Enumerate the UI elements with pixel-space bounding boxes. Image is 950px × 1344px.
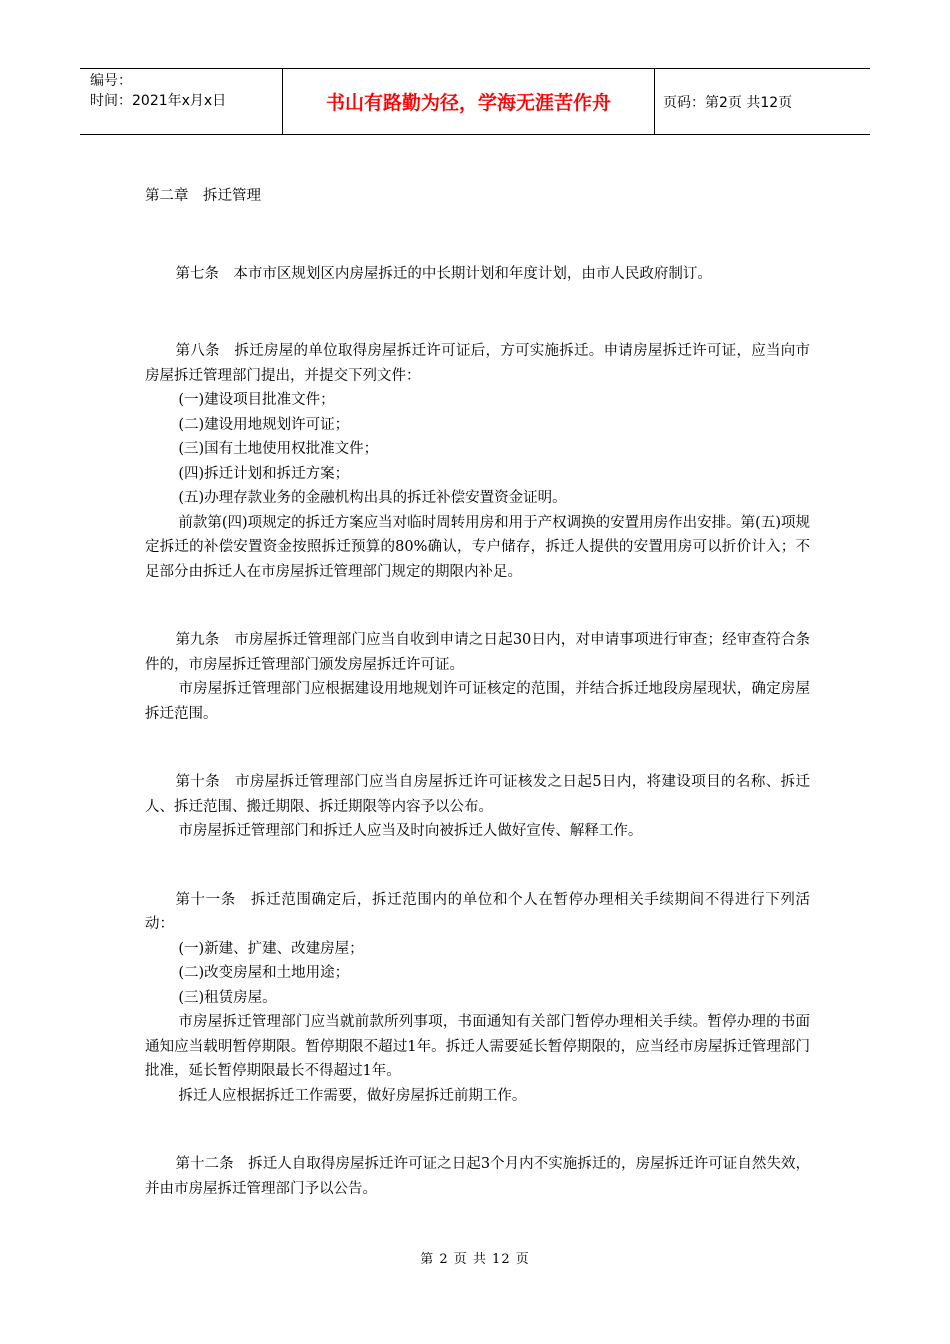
header-meta [80,69,282,134]
article-11-item-1: (一)新建、扩建、改建房屋； [178,940,364,957]
article-9-paragraph-2: 市房屋拆迁管理部门应根据建设用地规划许可证核定的范围，并结合拆迁地段房屋现状，确定房屋拆迁范围。 [145,681,810,722]
document-body [145,184,810,1201]
article-8-item-4: (四)拆迁计划和拆迁方案； [178,465,350,482]
article-9: 第九条 市房屋拆迁管理部门应当自收到申请之日起30日内，对申请事项进行审查；经审查符合条件的，市房屋拆迁管理部门颁发房屋拆迁许可证。 [145,632,810,673]
number-label: 编号： [90,73,132,89]
article-7: 第七条 本市市区规划区内房屋拆迁的中长期计划和年度计划，由市人民政府制订。 [175,265,712,282]
page-header [80,68,870,135]
article-11-item-2: (二)改变房屋和土地用途； [178,965,350,981]
article-11-item-3: (三)租赁房屋。 [178,989,277,1006]
article-11: 第十一条 拆迁范围确定后，拆迁范围内的单位和个人在暂停办理相关手续期间不得进行下列活动： [145,891,810,932]
article-8-item-3: (三)国有土地使用权批准文件； [178,441,379,457]
chapter-title: 第二章 拆迁管理 [145,188,261,204]
page-footer: 第 2 页 共 12 页 [420,1252,530,1267]
article-10-paragraph-2: 市房屋拆迁管理部门和拆迁人应当及时向被拆迁人做好宣传、解释工作。 [178,823,643,839]
header-motto: 书山有路勤为径，学海无涯苦作舟 [282,69,655,134]
article-11-paragraph-2: 市房屋拆迁管理部门应当就前款所列事项，书面通知有关部门暂停办理相关手续。暂停办理的书面通知应当载明暂停期限。暂停期限不超过1年。拆迁人需要延长暂停期限的，应当经市房屋拆迁管理部门批准，延长暂停期限最长不得超过1年。 [145,1014,810,1079]
article-12: 第十二条 拆迁人自取得房屋拆迁许可证之日起3个月内不实施拆迁的，房屋拆迁许可证自然失效，并由市房屋拆迁管理部门予以公告。 [145,1156,810,1197]
article-10: 第十条 市房屋拆迁管理部门应当自房屋拆迁许可证核发之日起5日内，将建设项目的名称、拆迁人、拆迁范围、搬迁期限、拆迁期限等内容予以公布。 [145,774,810,815]
article-8-item-2: (二)建设用地规划许可证； [178,416,350,433]
article-11-paragraph-3: 拆迁人应根据拆迁工作需要，做好房屋拆迁前期工作。 [178,1087,527,1104]
article-8-paragraph-2: 前款第(四)项规定的拆迁方案应当对临时周转用房和用于产权调换的安置用房作出安排。第(五)项规定拆迁的补偿安置资金按照拆迁预算的80%确认，专户储存，拆迁人提供的安置用房可以折价计入；不足部分由拆迁人在市房屋拆迁管理部门规定的期限内补足。 [145,514,810,580]
time-label: 时间：2021年x月x日 [90,93,227,109]
article-8-item-1: (一)建设项目批准文件； [178,392,335,408]
article-8-item-5: (五)办理存款业务的金融机构出具的拆迁补偿安置资金证明。 [178,490,567,506]
article-8: 第八条 拆迁房屋的单位取得房屋拆迁许可证后，方可实施拆迁。申请房屋拆迁许可证，应当向市房屋拆迁管理部门提出，并提交下列文件： [145,343,810,384]
header-page-label: 页码：第2页 共12页 [663,94,793,111]
